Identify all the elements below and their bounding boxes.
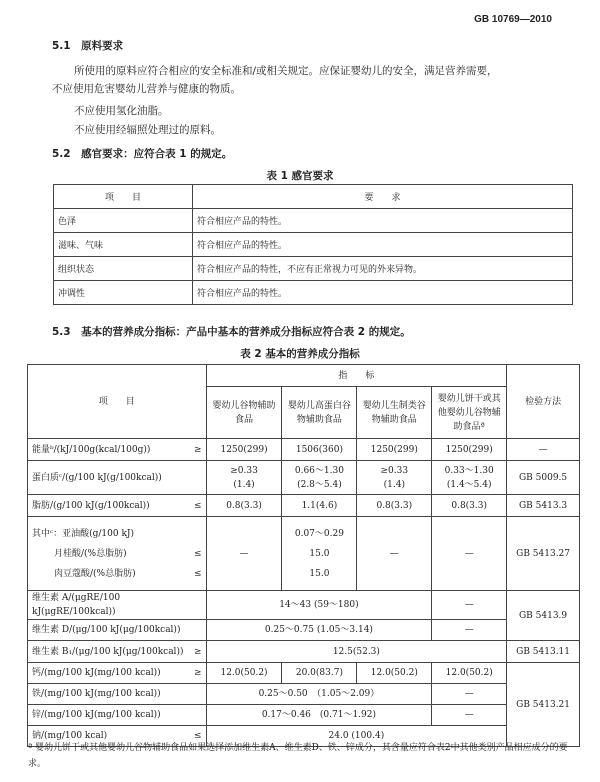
section-5-2-heading: 5.2 感官要求：应符合表 1 的规定。 <box>52 148 233 160</box>
table-cell: 1.1(4.6) <box>282 495 357 517</box>
row-label-vitamin-d: 维生素 D/(μg/100 kJ(μg/100kcal)) <box>28 620 207 641</box>
table-cell: 滋味、气味 <box>54 233 193 257</box>
section-5-3-heading: 5.3 基本的营养成分指标：产品中基本的营养成分指标应符合表 2 的规定。 <box>52 326 411 338</box>
row-label-fatty-acids: 其中ᶜ：亚油酸(g/100 kJ) 月桂酸/(%总脂肪) ≤ 肉豆蔻酸/(%总脂肪) ≤ <box>28 517 207 591</box>
table-cell: 0.66～1.30 (2.8～5.4) <box>282 461 357 495</box>
table-cell: 20.0(83.7) <box>282 663 357 684</box>
row-label-sodium: 钠/(mg/100 kcal) ≤ <box>28 726 207 747</box>
row-label-calcium: 钙/(mg/100 kJ(mg/100 kcal)) ≥ <box>28 663 207 684</box>
col-head-raw: 婴幼儿生制类谷物辅助食品 <box>357 387 432 439</box>
table-row <box>28 620 580 641</box>
table-cell: GB 5413.11 <box>507 641 580 663</box>
table-cell: 符合相应产品的特性。 <box>193 209 573 233</box>
row-label-vitamin-a: 维生素 A/(μgRE/100 kJ(μgRE/100kcal)) <box>28 591 207 620</box>
table-cell: 12.0(50.2) <box>432 663 507 684</box>
row-label-zinc: 锌/(mg/100 kJ(mg/100 kcal)) <box>28 705 207 726</box>
table-row <box>28 663 580 684</box>
nutrition-table <box>27 364 580 747</box>
row-label-iron: 铁/(mg/100 kJ(mg/100 kcal)) <box>28 684 207 705</box>
table-cell: 1506(360) <box>282 439 357 461</box>
table-row <box>28 461 580 495</box>
table-row <box>54 233 573 257</box>
table-cell: 0.07～0.29 15.0 15.0 <box>282 517 357 591</box>
para-raw-materials-1b: 不应使用危害婴幼儿营养与健康的物质。 <box>52 83 241 95</box>
table-row <box>54 257 573 281</box>
row-label-fat: 脂肪/(g/100 kJ(g/100kcal)) ≤ <box>28 495 207 517</box>
table-row <box>54 185 573 209</box>
table-cell: — <box>206 517 282 591</box>
table-cell: — <box>432 620 507 641</box>
table-cell: 0.25～0.75 (1.05～3.14) <box>206 620 432 641</box>
table-cell: GB 5413.27 <box>507 517 580 591</box>
table-row <box>54 281 573 305</box>
table-cell: — <box>357 517 432 591</box>
table-cell: 色泽 <box>54 209 193 233</box>
table-cell: 冲调性 <box>54 281 193 305</box>
table-cell: — <box>432 517 507 591</box>
table1-head-req: 要 求 <box>193 185 573 209</box>
table-cell: 0.8(3.3) <box>206 495 282 517</box>
table-cell: 1250(299) <box>432 439 507 461</box>
table-cell: 1250(299) <box>357 439 432 461</box>
table-row <box>28 684 580 705</box>
table-row <box>28 365 580 387</box>
para-raw-materials-3: 不应使用经辐照处理过的原料。 <box>74 124 221 136</box>
table-cell: 0.25～0.50 （1.05～2.09） <box>206 684 432 705</box>
table2-head-index: 指 标 <box>206 365 507 387</box>
table-cell: 符合相应产品的特性。 <box>193 281 573 305</box>
table-cell: GB 5413.9 <box>507 591 580 641</box>
table-cell: 1250(299) <box>206 439 282 461</box>
table-cell: ≥0.33 (1.4) <box>357 461 432 495</box>
table-cell: — <box>432 684 507 705</box>
table-row <box>28 705 580 726</box>
table2-footnote: ª 婴幼儿饼干或其他婴幼儿谷物辅助食品如果选择添加维生素A、维生素D、铁、锌成分，其含量应符合表2中其他类别产品相应成分的要求。 <box>28 743 568 769</box>
table-cell: ≥0.33 (1.4) <box>206 461 282 495</box>
table-cell: 0.17～0.46 (0.71～1.92) <box>206 705 432 726</box>
sensory-table <box>53 184 573 305</box>
table-cell: GB 5413.3 <box>507 495 580 517</box>
table-cell: — <box>432 705 507 726</box>
table-cell: 12.0(50.2) <box>206 663 282 684</box>
table1-head-item: 项 目 <box>54 185 193 209</box>
table-cell: — <box>507 439 580 461</box>
table-row <box>28 591 580 620</box>
table-cell: 14～43 (59～180) <box>206 591 432 620</box>
table-cell: 符合相应产品的特性，不应有正常视力可见的外来异物。 <box>193 257 573 281</box>
row-label-energy: 能量ᵇ/(kJ/100g(kcal/100g)) ≥ <box>28 439 207 461</box>
table-row <box>28 439 580 461</box>
col-head-cereal: 婴幼儿谷物辅助食品 <box>206 387 282 439</box>
section-5-1-heading: 5.1 原料要求 <box>52 40 124 52</box>
table-row <box>54 209 573 233</box>
row-label-protein: 蛋白质ᶜ/(g/100 kJ(g/100kcal)) <box>28 461 207 495</box>
table-cell: 12.5(52.3) <box>206 641 507 663</box>
table2-caption: 表 2 基本的营养成分指标 <box>240 348 360 360</box>
table-row <box>28 641 580 663</box>
table-cell: — <box>432 591 507 620</box>
table-cell: 0.33～1.30 (1.4～5.4) <box>432 461 507 495</box>
para-raw-materials-2: 不应使用氢化油脂。 <box>74 105 169 117</box>
para-raw-materials-1a: 所使用的原料应符合相应的安全标准和/或相关规定。应保证婴幼儿的安全，满足营养需要， <box>74 65 498 77</box>
standard-number: GB 10769—2010 <box>474 14 552 25</box>
col-head-biscuit: 婴幼儿饼干或其他婴幼儿谷物辅助食品ª <box>432 387 507 439</box>
table1-caption: 表 1 感官要求 <box>266 170 334 182</box>
table-cell: 符合相应产品的特性。 <box>193 233 573 257</box>
col-head-high-protein: 婴幼儿高蛋白谷物辅助食品 <box>282 387 357 439</box>
table-cell: GB 5413.21 <box>507 663 580 747</box>
table-cell: GB 5009.5 <box>507 461 580 495</box>
table2-head-item: 项 目 <box>28 365 207 439</box>
table-cell: 组织状态 <box>54 257 193 281</box>
table-cell: 0.8(3.3) <box>432 495 507 517</box>
row-label-vitamin-b1: 维生素 B₁/(μg/100 kJ(μg/100kcal)) ≥ <box>28 641 207 663</box>
table-row <box>28 495 580 517</box>
table-cell: 24.0 (100.4) <box>206 726 507 747</box>
table2-head-method: 检验方法 <box>507 365 580 439</box>
table-cell: 0.8(3.3) <box>357 495 432 517</box>
table-row <box>28 517 580 591</box>
table-cell: 12.0(50.2) <box>357 663 432 684</box>
